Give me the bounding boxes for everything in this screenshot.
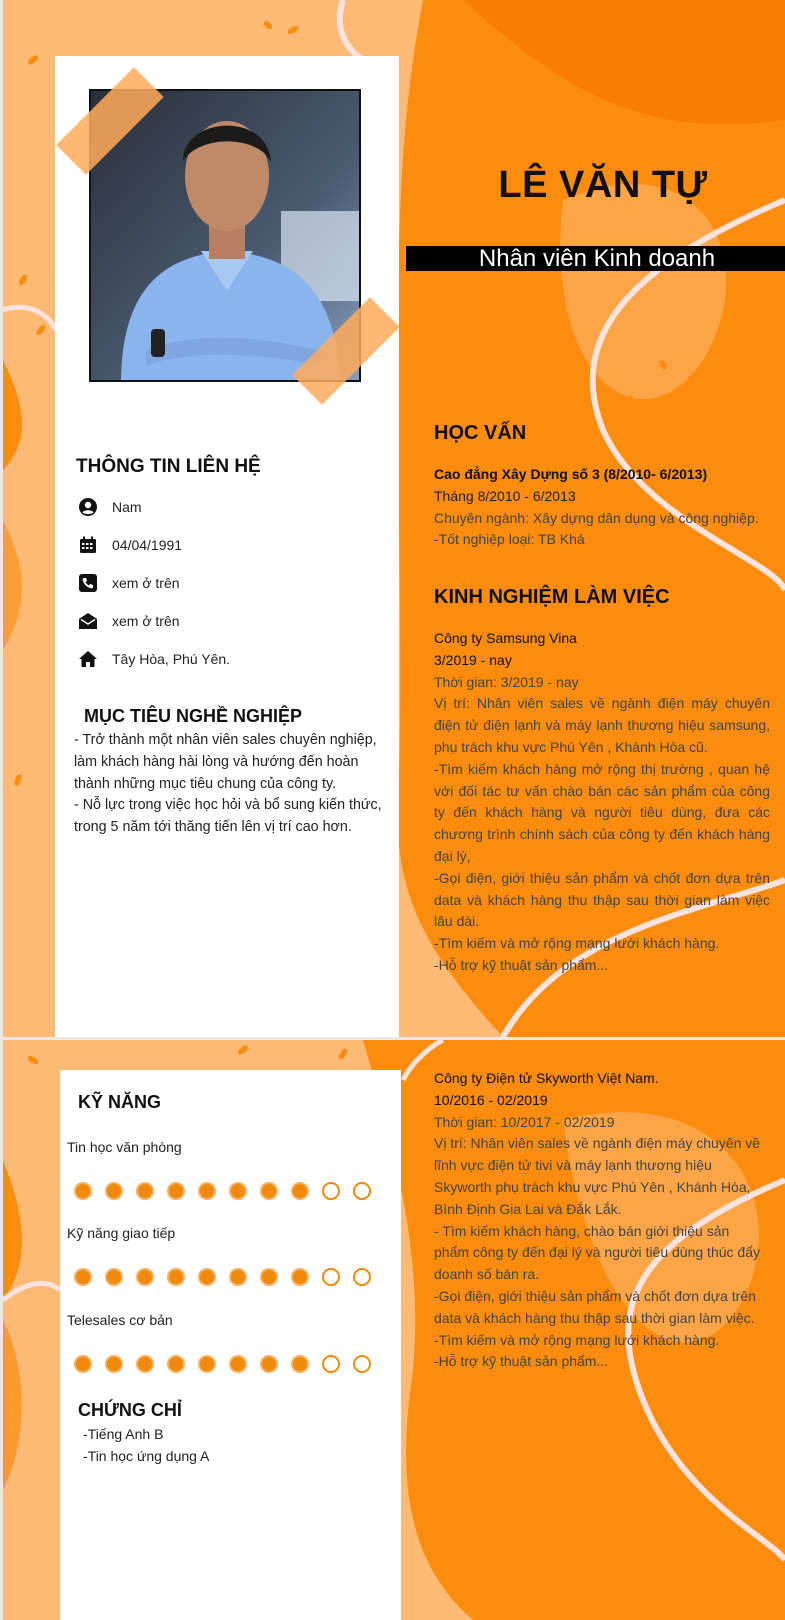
- rating-dot-empty: [353, 1268, 371, 1286]
- rating-dot-empty: [353, 1355, 371, 1373]
- job-2-detail-line: - Tìm kiếm khách hàng, chào bán giới thiệu sản: [434, 1222, 730, 1239]
- experience-job-2: [434, 1068, 779, 1373]
- rating-dot-filled: [229, 1355, 247, 1373]
- rating-dot-filled: [291, 1182, 309, 1200]
- rating-dot-filled: [74, 1355, 92, 1373]
- profile-photo: [89, 89, 361, 382]
- job-1-detail: -Gọi điện, giới thiệu sản phẩm và chốt đơn dựa trên data và khách hàng thu thập sau thời gian làm việc lâu dài.: [434, 869, 770, 930]
- job-2-detail-line: Vị trí: Nhân viên sales về ngành điện máy chuyên về: [434, 1135, 761, 1152]
- rating-dot-filled: [105, 1182, 123, 1200]
- rating-dot-filled: [291, 1268, 309, 1286]
- rating-dot-filled: [260, 1182, 278, 1200]
- skill-label: Tin học văn phòng: [67, 1139, 182, 1155]
- education-heading: HỌC VẤN: [434, 422, 527, 444]
- job-1-detail: Vị trí: Nhân viên sales về ngành điện máy chuyên điện tử điện lạnh và máy lạnh thương hiệu samsung, phụ trách khu vực Phú Yên , Khánh Hòa cũ.: [434, 695, 770, 755]
- job-2-detail-line: -Hỗ trợ kỹ thuật sản phẩm...: [434, 1353, 609, 1370]
- contact-address-value: Tây Hòa, Phú Yên.: [112, 651, 231, 667]
- rating-dot-filled: [74, 1182, 92, 1200]
- rating-dot-filled: [136, 1268, 154, 1286]
- contact-email-value: xem ở trên: [112, 613, 180, 629]
- job-1-detail: -Tìm kiếm khách hàng mở rộng thị trường , quan hệ với đối tác tư vấn chào bán các sản phẩm của công ty đến khách hàng và người tiêu dùng, đưa các chương trình chính sách của công ty đến khách hàng đại lý,: [434, 760, 770, 864]
- user-icon: [78, 497, 98, 517]
- contact-phone: [78, 573, 180, 593]
- skill-label: Kỹ năng giao tiếp: [67, 1225, 176, 1241]
- skill-rating: [74, 1355, 384, 1373]
- rating-dot-filled: [74, 1268, 92, 1286]
- contact-gender: [78, 497, 142, 517]
- skill-label: Telesales cơ bản: [67, 1312, 173, 1328]
- job-1-detail: -Hỗ trợ kỹ thuật sản phẩm...: [434, 956, 609, 973]
- rating-dot-filled: [198, 1355, 216, 1373]
- rating-dot-empty: [322, 1268, 340, 1286]
- certificates-list: [83, 1424, 209, 1468]
- calendar-icon: [78, 535, 98, 555]
- skill-rating: [74, 1268, 384, 1286]
- certificate-item: -Tin học ứng dụng A: [83, 1447, 210, 1464]
- rating-dot-filled: [291, 1355, 309, 1373]
- rating-dot-filled: [136, 1355, 154, 1373]
- job-1-period: 3/2019 - nay: [434, 651, 512, 668]
- contact-birthday-value: 04/04/1991: [112, 537, 183, 553]
- objective-line: trong 5 năm tới thăng tiến lên vị trí cao hơn.: [74, 819, 352, 836]
- contact-gender-value: Nam: [112, 499, 142, 515]
- job-2-detail-line: -Gọi điện, giới thiệu sản phẩm và chốt đơn dựa trên: [434, 1287, 756, 1304]
- job-2-detail-line: -Tìm kiếm và mở rộng mạng lưới khách hàng.: [434, 1331, 720, 1348]
- job-2-company: Công ty Điện tử Skyworth Việt Nam.: [434, 1070, 659, 1086]
- candidate-name: LÊ VĂN TỰ: [498, 164, 708, 206]
- rating-dot-filled: [105, 1355, 123, 1373]
- rating-dot-filled: [105, 1268, 123, 1286]
- rating-dot-filled: [229, 1182, 247, 1200]
- job-2-detail-line: phẩm công ty đến đại lý và người tiêu dùng thúc đẩy: [434, 1244, 760, 1261]
- job-2-detail-line: Bình Định Gia Lai và Đắk Lắk.: [434, 1200, 622, 1217]
- rating-dot-empty: [322, 1355, 340, 1373]
- job-2-time: Thời gian: 10/2017 - 02/2019: [434, 1113, 615, 1130]
- rating-dot-filled: [260, 1268, 278, 1286]
- rating-dot-filled: [167, 1268, 185, 1286]
- certificates-heading: CHỨNG CHỈ: [78, 1400, 182, 1420]
- contact-email: [78, 611, 180, 631]
- rating-dot-empty: [353, 1182, 371, 1200]
- rating-dot-filled: [167, 1355, 185, 1373]
- contact-address: [78, 649, 230, 669]
- education-school: Cao đẳng Xây Dựng số 3 (8/2010- 6/2013): [434, 466, 708, 482]
- objective-line: làm khách hàng hài lòng và hướng đến hoàn: [74, 753, 359, 770]
- job-2-detail-line: lĩnh vực điện tử tivi và máy lạnh thương hiệu: [434, 1157, 712, 1174]
- rating-dot-filled: [136, 1182, 154, 1200]
- job-1-detail: -Tìm kiếm và mở rộng mạng lưới khách hàng.: [434, 935, 720, 952]
- rating-dot-filled: [167, 1182, 185, 1200]
- job-title-banner: Nhân viên Kinh doanh: [406, 246, 785, 271]
- phone-icon: [78, 573, 98, 593]
- experience-heading: KINH NGHIỆM LÀM VIỆC: [434, 586, 670, 608]
- resume-page-2: [3, 1040, 785, 1620]
- job-1-time: Thời gian: 3/2019 - nay: [434, 673, 579, 690]
- home-icon: [78, 649, 98, 669]
- education-grade: -Tốt nghiệp loại: TB Khá: [434, 531, 585, 548]
- objective-line: - Nỗ lực trong việc học hỏi và bổ sung kiến thức,: [74, 797, 382, 814]
- objective-text: [74, 730, 392, 839]
- objective-heading: MỤC TIÊU NGHỀ NGHIỆP: [84, 706, 303, 726]
- job-2-detail-line: Skyworth phụ trách khu vực Phú Yên , Khánh Hòa,: [434, 1178, 751, 1195]
- contact-phone-value: xem ở trên: [112, 575, 180, 591]
- experience-job-1: [434, 628, 770, 977]
- job-2-period: 10/2016 - 02/2019: [434, 1091, 548, 1108]
- objective-line: - Trở thành một nhân viên sales chuyên nghiệp,: [74, 732, 377, 748]
- rating-dot-filled: [229, 1268, 247, 1286]
- objective-line: thành những mục tiêu chung của công ty.: [74, 775, 337, 792]
- certificate-item: -Tiếng Anh B: [83, 1426, 164, 1442]
- contact-heading: THÔNG TIN LIÊN HỆ: [76, 456, 261, 477]
- skills-heading: KỸ NĂNG: [78, 1092, 162, 1112]
- rating-dot-filled: [260, 1355, 278, 1373]
- contact-birthday: [78, 535, 182, 555]
- rating-dot-filled: [198, 1268, 216, 1286]
- education-major: Chuyên ngành: Xây dựng dân dụng và công nghiệp.: [434, 509, 759, 526]
- education-period: Tháng 8/2010 - 6/2013: [434, 487, 576, 504]
- education-block: [434, 464, 770, 551]
- job-2-detail-line: doanh số bán ra.: [434, 1266, 540, 1283]
- skill-rating: [74, 1182, 384, 1200]
- job-2-detail-line: data và khách hàng thu thập sau thời gian làm việc.: [434, 1309, 755, 1326]
- email-icon: [78, 611, 98, 631]
- resume-page-1: [3, 0, 785, 1037]
- rating-dot-empty: [322, 1182, 340, 1200]
- job-1-company: Công ty Samsung Vina: [434, 630, 577, 646]
- rating-dot-filled: [198, 1182, 216, 1200]
